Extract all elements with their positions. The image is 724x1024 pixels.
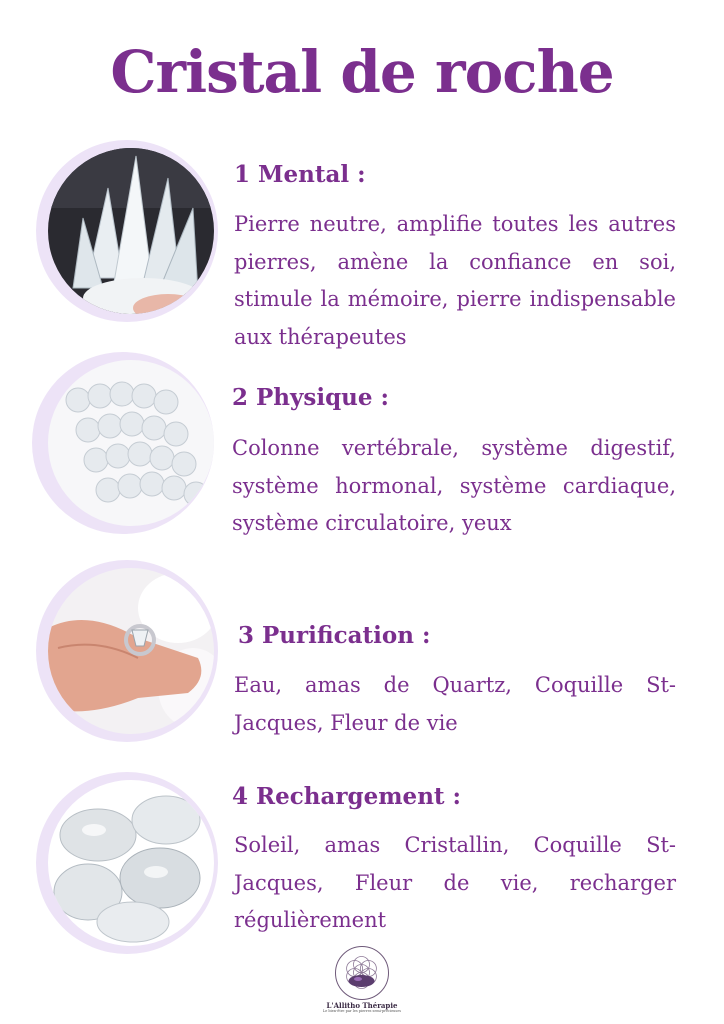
section-heading: 3 Purification : [238, 622, 431, 649]
section-heading: 4 Rechargement : [232, 783, 462, 810]
section-text: Pierre neutre, amplifie toutes les autres pierres, amène la confiance en soi, stimule la mémoire, pierre indispensable aux thérapeutes [234, 212, 676, 349]
section-heading: 1 Mental : [234, 161, 366, 188]
crystal-bead-bracelet-photo [48, 360, 214, 526]
crystal-ring-photo [48, 568, 214, 734]
section-heading: 2 Physique : [232, 384, 390, 411]
tumbled-stones-photo [48, 780, 214, 946]
flower-of-life-icon [335, 946, 389, 1000]
brand-logo [322, 946, 402, 1016]
section-text: Soleil, amas Cristallin, Coquille St-Jacques, Fleur de vie, recharger régulièrement [234, 833, 676, 932]
quartz-cluster-photo [48, 148, 214, 314]
logo-tagline: Le bien-être par les pierres semi-précieuses [322, 1009, 402, 1013]
logo-name: L'Allitho Thérapie [326, 1001, 398, 1010]
section-text: Eau, amas de Quartz, Coquille St-Jacques, Fleur de vie [234, 673, 676, 735]
section-text: Colonne vertébrale, système digestif, système hormonal, système cardiaque, système circulatoire, yeux [232, 436, 676, 535]
page-title: Cristal de roche [110, 38, 614, 106]
